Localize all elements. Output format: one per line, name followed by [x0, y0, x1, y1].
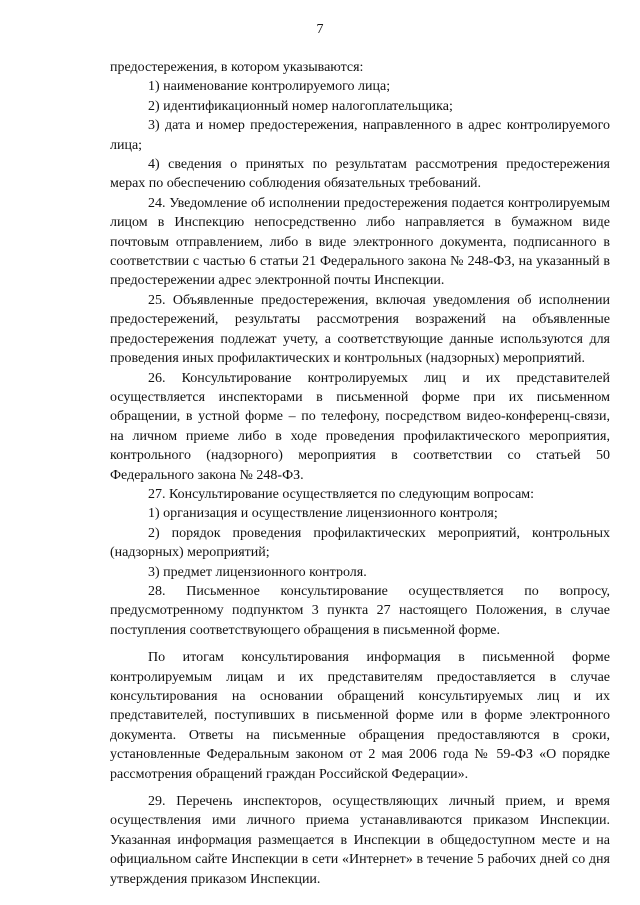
list-item-3: 3) дата и номер предостережения, направленного в адрес контролируемого лица; — [110, 118, 610, 153]
paragraph-25: 25. Объявленные предостережения, включая уведомления об исполнении предостережений, результаты рассмотрения возражений на объявленные предостережения подлежат учету, а соответствующие данные используются для проведения иных профилактических и контрольных (надзорных) мероприятий. — [110, 292, 610, 367]
list-item-27-3: 3) предмет лицензионного контроля. — [148, 564, 367, 580]
list-item-1: 1) наименование контролируемого лица; — [148, 79, 391, 95]
paragraph-26: 26. Консультирование контролируемых лиц и их представителей осуществляется инспекторами в письменной форме при их письменном обращении, в устной форме – по телефону, посредством видео-конференц-связи, на личном приеме либо в ходе проведения профилактического мероприятия, контрольного (надзорного) мероприятия в соответствии со статьей 50 Федерального закона № 248-ФЗ. — [110, 370, 610, 483]
list-item-4: 4) сведения о принятых по результатам рассмотрения предостережения мерах по обеспечению соблюдения обязательных требований. — [110, 157, 610, 192]
paragraph-28: 28. Письменное консультирование осуществляется по вопросу, предусмотренному подпунктом 3 пункта 27 настоящего Положения, в случае поступления соответствующего обращения в письменной форме. — [110, 583, 610, 638]
paragraph-continuation: предостережения, в котором указываются: — [110, 60, 364, 75]
paragraph-24: 24. Уведомление об исполнении предостережения подается контролируемым лицом в Инспекцию непосредственно либо направляется в бумажном виде почтовым отправлением, либо в виде электронного документа, подписанного в соответствии с частью 6 статьи 21 Федерального закона № 248-ФЗ, на указанный в предостережении адрес электронной почты Инспекции. — [110, 195, 610, 289]
page-number: 7 — [316, 22, 324, 37]
list-item-2: 2) идентификационный номер налогоплательщика; — [148, 98, 453, 114]
paragraph-28-results: По итогам консультирования информация в письменной форме контролируемым лицам и их представителям предоставляется в случае консультирования на основании обращений консультируемых лиц и их представителей, поступивших в письменной форме или в форме электронного документа. Ответы на письменные обращения предоставляются в сроки, установленные Федеральным законом от 2 мая 2006 года № 59-ФЗ «О порядке рассмотрения обращений граждан Российской Федерации». — [110, 650, 610, 782]
document-body — [110, 58, 610, 889]
paragraph-29: 29. Перечень инспекторов, осуществляющих личный прием, и время осуществления ими личного приема устанавливаются приказом Инспекции. Указанная информация размещается в Инспекции в общедоступном месте и на официальном сайте Инспекции в сети «Интернет» в течение 5 рабочих дней со дня утверждения приказом Инспекции. — [110, 794, 610, 887]
paragraph-27: 27. Консультирование осуществляется по следующим вопросам: — [148, 486, 535, 502]
list-item-27-2: 2) порядок проведения профилактических мероприятий, контрольных (надзорных) мероприятий; — [110, 525, 610, 561]
list-item-27-1: 1) организация и осуществление лицензионного контроля; — [148, 506, 498, 522]
